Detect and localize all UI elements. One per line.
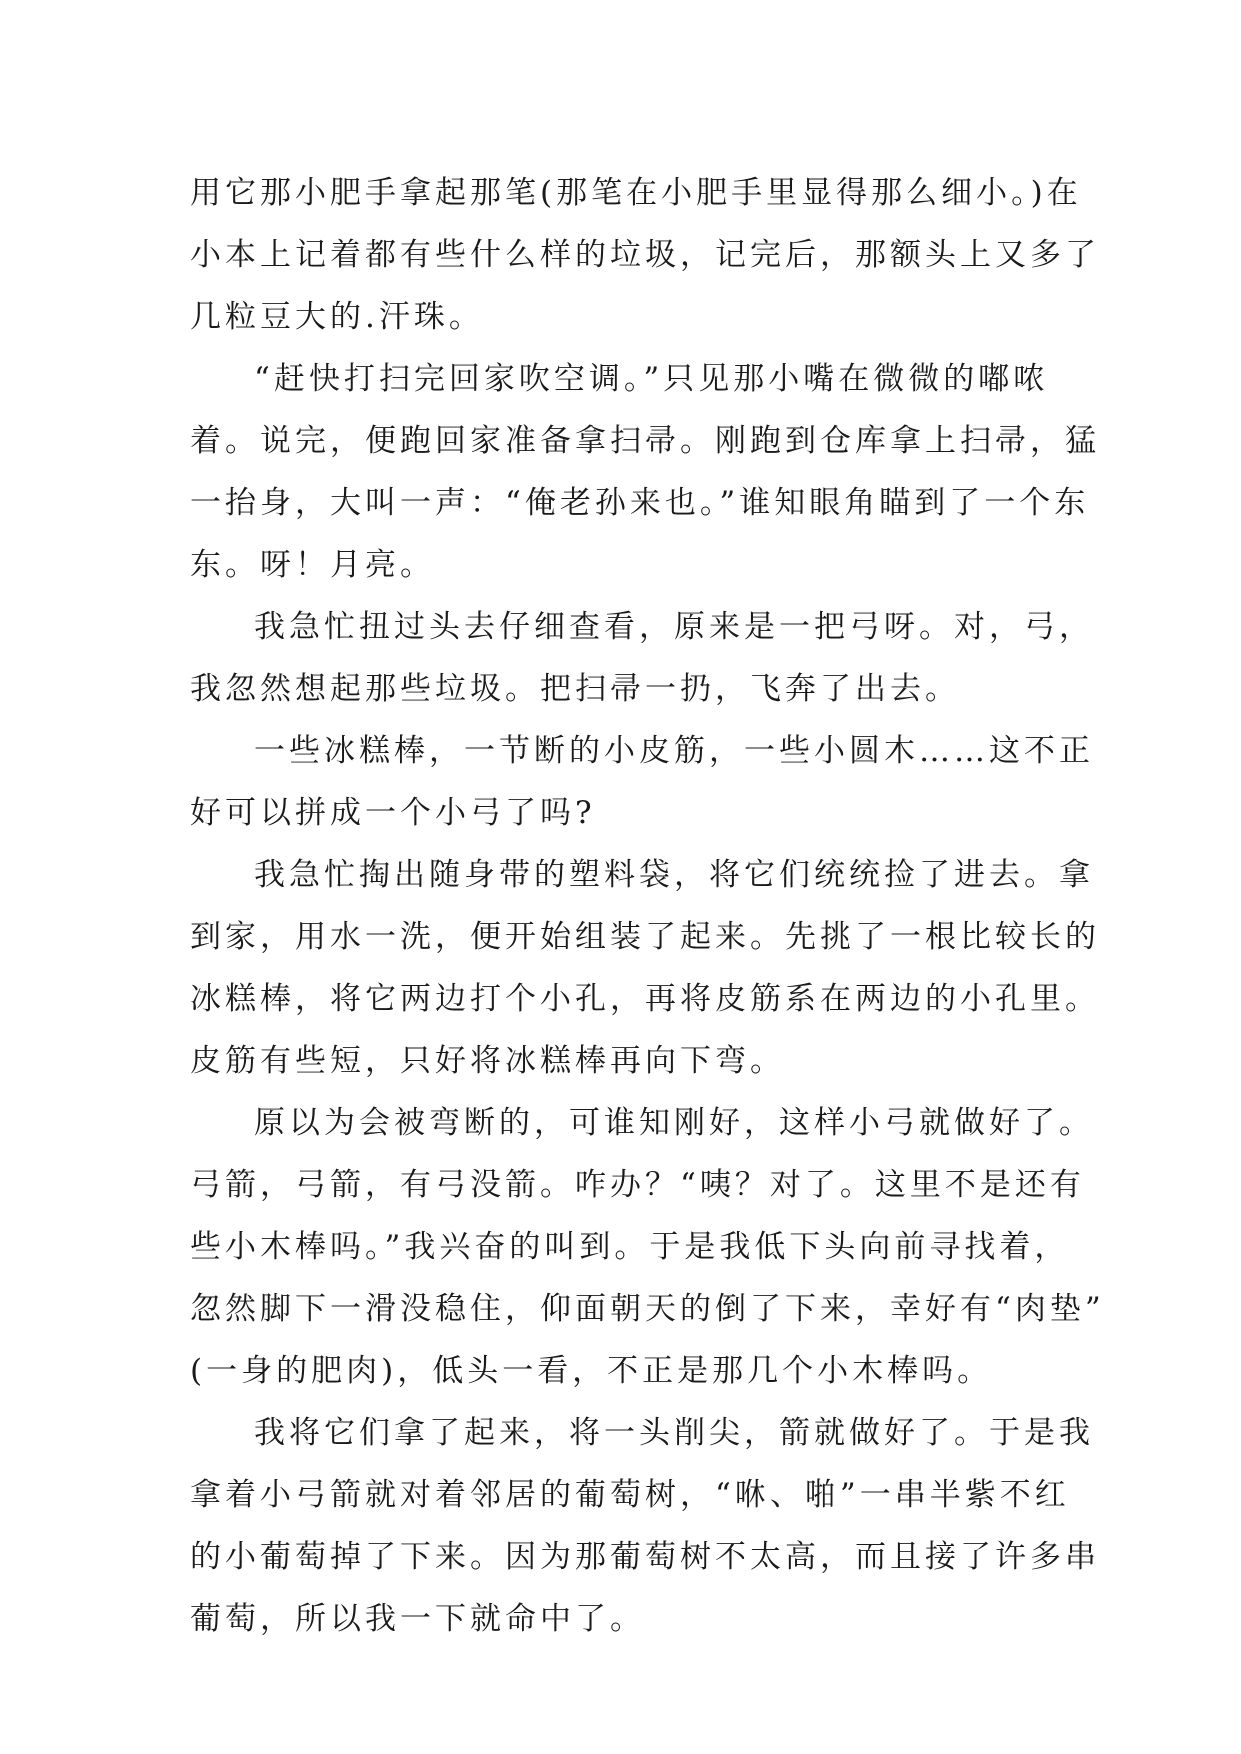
text-line: 几粒豆大的.汗珠。 — [190, 299, 484, 335]
text-line: 东。呀！月亮。 — [190, 547, 435, 583]
text-line: 着。说完，便跑回家准备拿扫帚。刚跑到仓库拿上扫帚，猛 — [190, 423, 1100, 459]
text-line: 冰糕棒，将它两边打个小孔，再将皮筋系在两边的小孔里。 — [190, 981, 1100, 1017]
paragraph-2 — [190, 348, 1100, 596]
paragraph-3 — [190, 596, 1094, 720]
text-line: 皮筋有些短，只好将冰糕棒再向下弯。 — [190, 1043, 785, 1079]
text-line: 的小葡萄掉了下来。因为那葡萄树不太高，而且接了许多串 — [190, 1539, 1100, 1575]
text-line: “赶快打扫完回家吹空调。”只见那小嘴在微微的嘟哝 — [254, 361, 1049, 397]
paragraph-7 — [190, 1402, 1100, 1650]
text-line: 原以为会被弯断的，可谁知刚好，这样小弓就做好了。 — [254, 1105, 1094, 1141]
text-line: 我急忙掏出随身带的塑料袋，将它们统统捡了进去。拿 — [254, 857, 1094, 893]
text-line: 好可以拼成一个小弓了吗? — [190, 795, 596, 831]
text-line: 我忽然想起那些垃圾。把扫帚一扔，飞奔了出去。 — [190, 671, 960, 707]
text-line: 忽然脚下一滑没稳住，仰面朝天的倒了下来，幸好有“肉垫” — [190, 1291, 1105, 1327]
text-line: 拿着小弓箭就对着邻居的葡萄树，“咻、啪”一串半紫不红 — [190, 1477, 1070, 1513]
text-line: 我急忙扭过头去仔细查看，原来是一把弓呀。对，弓， — [254, 609, 1094, 645]
paragraph-1 — [190, 162, 1100, 348]
text-line: (一身的肥肉)，低头一看，不正是那几个小木棒吗。 — [190, 1353, 993, 1389]
paragraph-6 — [190, 1092, 1105, 1402]
text-line: 我将它们拿了起来，将一头削尖，箭就做好了。于是我 — [254, 1415, 1094, 1451]
body-text — [190, 162, 1105, 1650]
text-line: 些小木棒吗。”我兴奋的叫到。于是我低下头向前寻找着， — [190, 1229, 1070, 1265]
text-line: 一抬身，大叫一声：“俺老孙来也。”谁知眼角瞄到了一个东 — [190, 485, 1090, 521]
text-line: 葡萄，所以我一下就命中了。 — [190, 1601, 645, 1637]
paragraph-4 — [190, 720, 1094, 844]
text-line: 一些冰糕棒，一节断的小皮筋，一些小圆木……这不正 — [254, 733, 1094, 769]
paragraph-5 — [190, 844, 1100, 1092]
text-line: 到家，用水一洗，便开始组装了起来。先挑了一根比较长的 — [190, 919, 1100, 955]
text-line: 弓箭，弓箭，有弓没箭。咋办？“咦？对了。这里不是还有 — [190, 1167, 1085, 1203]
text-line: 用它那小肥手拿起那笔(那笔在小肥手里显得那么细小。)在 — [190, 175, 1082, 211]
text-line: 小本上记着都有些什么样的垃圾，记完后，那额头上又多了 — [190, 237, 1100, 273]
